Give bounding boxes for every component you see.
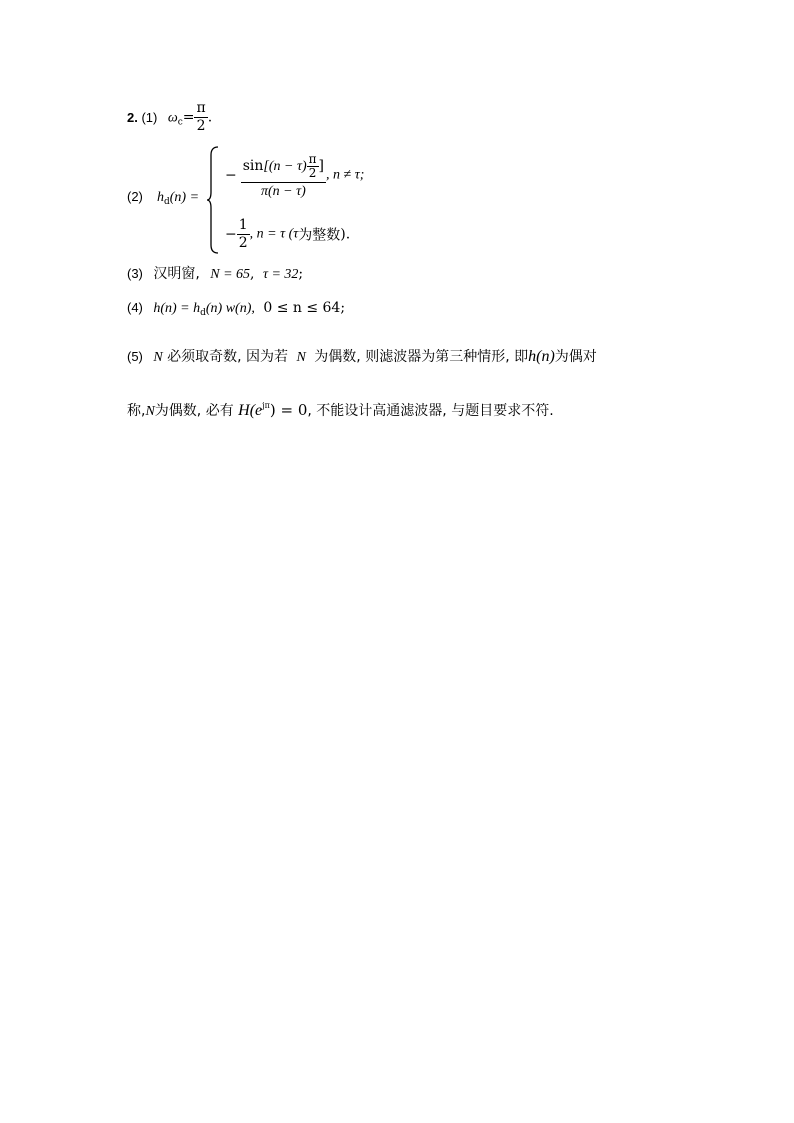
period: . bbox=[207, 109, 213, 126]
answer-item-2 bbox=[127, 145, 527, 255]
omega-subscript: c bbox=[177, 117, 183, 128]
answer-item-4: (4) $h(n) = h_d(n)$ w(n), 0 ≤ n ≤ 64; bbox=[127, 300, 346, 318]
item-label: (3) bbox=[127, 266, 143, 281]
fraction-pi-over-2: $\frac{\pi}{2}$ bbox=[196, 100, 206, 134]
window-type: 汉明窗, bbox=[153, 266, 200, 282]
omega-symbol: ω bbox=[167, 110, 178, 126]
answer-item-5-line-1: (5) N 必须取奇数, 因为若 N 为偶数, 则滤波器为第三种情形, 即h(n)为偶对 bbox=[127, 348, 597, 365]
question-number: 2. bbox=[127, 109, 138, 125]
case-1: − sin[(n − τ) $\frac{\pi}{2}$ ] π(n − τ) , n ≠ τ; bbox=[225, 151, 365, 199]
item-label: (1) bbox=[141, 109, 158, 125]
left-brace-icon bbox=[206, 145, 220, 255]
index-range: 0 ≤ n ≤ 64; bbox=[263, 300, 346, 316]
equals-sign: = bbox=[182, 109, 195, 126]
answer-item-3: (3) 汉明窗, N = 65, τ = 32; bbox=[127, 266, 304, 282]
case1-condition: , n ≠ τ; bbox=[326, 167, 365, 183]
item-label: (4) bbox=[127, 300, 143, 315]
item-label: (2) bbox=[127, 189, 143, 204]
answer-item-1 bbox=[127, 100, 212, 135]
case-2: − $\frac{1}{2}$ , n = τ (τ为整数). bbox=[225, 217, 351, 251]
case1-fraction: sin[(n − τ) $\frac{\pi}{2}$ ] π(n − τ) bbox=[242, 151, 325, 199]
item-label: (5) bbox=[127, 349, 143, 364]
n-value: N = 65 bbox=[210, 267, 251, 282]
hd-lhs: $h_d(n)$ = bbox=[157, 190, 200, 207]
tau-value: τ = 32 bbox=[262, 267, 299, 282]
case2-fraction: $\frac{1}{2}$ bbox=[238, 217, 248, 251]
answer-item-5-line-2: 称,N为偶数, 必有 $H(e^{j\pi}) = 0$, 不能设计高通滤波器, 与题目要求不符. bbox=[127, 401, 554, 419]
